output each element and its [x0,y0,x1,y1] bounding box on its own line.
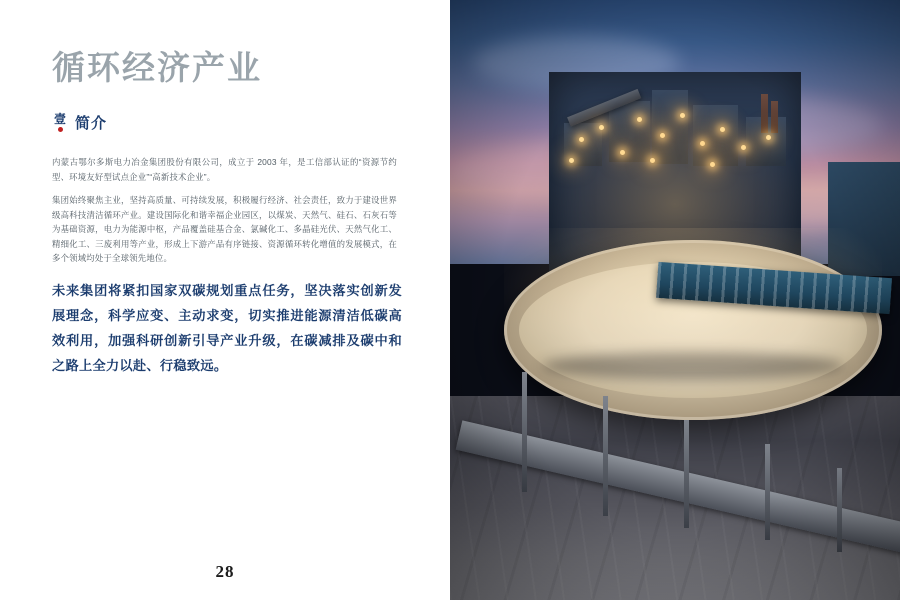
work-light [766,135,771,140]
section-title-text: 简介 [75,115,108,132]
seal-stamp-icon [52,113,68,133]
industrial-plant-photo [450,0,900,600]
work-light [650,158,655,163]
page-title [52,48,422,88]
conveyor-support-leg [603,396,608,516]
work-light [710,162,715,167]
work-light [680,113,685,118]
plant-block [609,101,649,162]
tank-shadow [542,352,844,381]
conveyor-support-leg [522,372,527,492]
page-number: 28 [215,562,235,581]
smokestack [771,101,778,134]
section-heading [52,112,107,133]
conveyor-support-leg [765,444,770,540]
plant-block [652,90,687,163]
highlight-paragraph: 未来集团将紧扣国家双碳规划重点任务，坚决落实创新发展理念，科学应变、主动求变，切实推进能源清洁低碳高效利用，加强科研创新引导产业升级，在碳减排及碳中和之路上全力以赴、行稳致远。 [52,283,402,373]
seal-character: 壹 [53,111,66,126]
seal-dot-icon [58,127,63,132]
main-title-text: 循环经济产业 [52,49,262,86]
work-light [620,150,625,155]
plant-block [693,105,738,166]
right-photo-column [450,0,900,600]
intro-paragraph-2: 集团始终聚焦主业，坚持高质量、可持续发展，积极履行经济、社会责任，致力于建设世界级高科技清洁循环产业。建设国际化和谐幸福企业园区，以煤炭、天然气、硅石、石灰石等为基础资源，电力为能源中枢，产品覆盖硅基合金、氯碱化工、多晶硅光伏、天然气化工、精细化工、三废利用等产业，形成上下游产品有序链接、资源循环转化增值的发展模式，在多个领域均处于全球领先地位。 [52,195,397,263]
side-structure [828,162,900,276]
work-light [599,125,604,130]
intro-paragraph-1: 内蒙古鄂尔多斯电力冶金集团股份有限公司，成立于 2003 年，是工信部认证的“资源节约型、环境友好型试点企业”“高新技术企业”。 [52,157,397,182]
smokestack [761,94,768,133]
work-light [569,158,574,163]
conveyor-support-leg [837,468,842,552]
intro-body-text [52,155,397,275]
conveyor-support-leg [684,420,689,528]
